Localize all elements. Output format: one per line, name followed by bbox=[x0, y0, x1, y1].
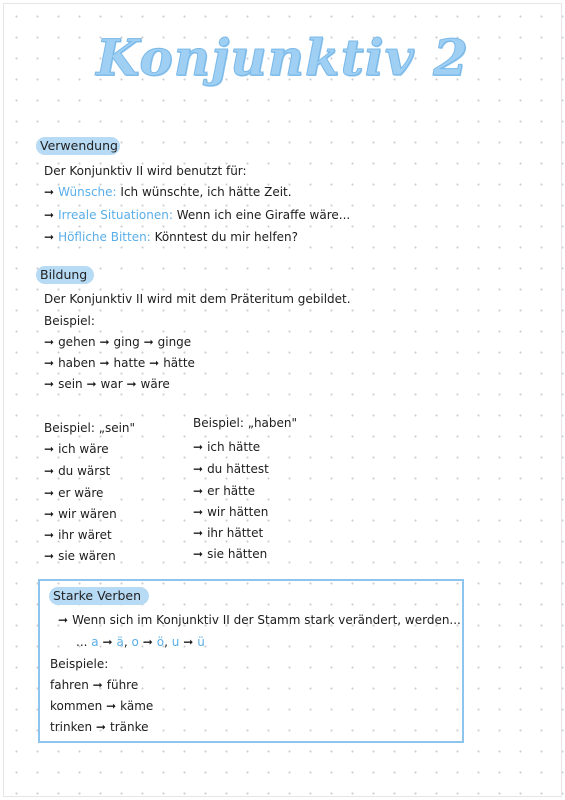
verb-infinitive: gehen bbox=[58, 335, 96, 349]
conjugated-form: sie hätten bbox=[207, 547, 268, 561]
arrow-icon: ➞ bbox=[193, 526, 204, 540]
vowel: a bbox=[91, 635, 99, 649]
arrow-icon: ➞ bbox=[193, 547, 204, 561]
verb-konjunktiv: hätte bbox=[163, 356, 195, 370]
conjugated-form: du wärst bbox=[58, 464, 111, 478]
arrow-icon: ➞ bbox=[95, 720, 106, 734]
haben-example-label: Beispiel: „haben" bbox=[193, 416, 298, 430]
arrow-icon: ➞ bbox=[149, 356, 160, 370]
sein-form bbox=[44, 548, 116, 564]
arrow-icon: ➞ bbox=[44, 528, 55, 542]
section-heading-bildung: Bildung bbox=[40, 267, 88, 282]
haben-form bbox=[193, 439, 260, 455]
separator: , bbox=[123, 635, 128, 649]
verwendung-example: Ich wünschte, ich hätte Zeit. bbox=[120, 185, 292, 199]
sein-form bbox=[44, 527, 112, 543]
arrow-icon: ➞ bbox=[44, 486, 55, 500]
arrow-icon: ➞ bbox=[44, 377, 55, 391]
verb-konjunktiv: tränke bbox=[109, 720, 149, 734]
arrow-icon: ➞ bbox=[143, 335, 154, 349]
arrow-icon: ➞ bbox=[106, 699, 117, 713]
starke-verben-intro-text: Wenn sich im Konjunktiv II der Stamm stark verändert, werden... bbox=[72, 613, 461, 627]
arrow-icon: ➞ bbox=[44, 230, 55, 244]
conjugated-form: du hättest bbox=[207, 462, 269, 476]
arrow-icon: ➞ bbox=[183, 635, 194, 649]
arrow-icon: ➞ bbox=[193, 484, 204, 498]
strong-verb-example bbox=[50, 677, 138, 693]
verb-infinitive: sein bbox=[58, 377, 83, 391]
verwendung-term: Irreale Situationen: bbox=[58, 208, 173, 222]
sein-form bbox=[44, 441, 109, 457]
strong-verb-example bbox=[50, 719, 149, 735]
umlaut-vowel: ü bbox=[197, 635, 205, 649]
arrow-icon: ➞ bbox=[92, 678, 103, 692]
umlaut-vowel: ä bbox=[116, 635, 124, 649]
verb-infinitive: kommen bbox=[50, 699, 103, 713]
arrow-icon: ➞ bbox=[99, 356, 110, 370]
verb-konjunktiv: führe bbox=[106, 678, 139, 692]
verwendung-item bbox=[44, 184, 292, 200]
arrow-icon: ➞ bbox=[44, 356, 55, 370]
starke-verben-intro bbox=[58, 612, 461, 628]
bildung-row bbox=[44, 355, 195, 371]
beispiele-label: Beispiele: bbox=[50, 657, 109, 671]
verb-praeteritum: war bbox=[100, 377, 123, 391]
verwendung-intro: Der Konjunktiv II wird benutzt für: bbox=[44, 164, 247, 178]
verb-infinitive: haben bbox=[58, 356, 96, 370]
page-title: Konjunktiv 2 bbox=[96, 28, 469, 87]
verb-praeteritum: ging bbox=[113, 335, 140, 349]
haben-form bbox=[193, 525, 263, 541]
separator: , bbox=[164, 635, 168, 649]
conjugated-form: ich wäre bbox=[58, 442, 109, 456]
vowel: o bbox=[131, 635, 139, 649]
section-heading-verwendung: Verwendung bbox=[40, 138, 118, 153]
conjugated-form: er hätte bbox=[207, 484, 255, 498]
verb-praeteritum: hatte bbox=[113, 356, 146, 370]
haben-form bbox=[193, 483, 255, 499]
bildung-intro: Der Konjunktiv II wird mit dem Präteritum gebildet. bbox=[44, 292, 351, 306]
verb-konjunktiv: käme bbox=[120, 699, 154, 713]
sein-form bbox=[44, 485, 103, 501]
verb-infinitive: trinken bbox=[50, 720, 93, 734]
arrow-icon: ➞ bbox=[44, 464, 55, 478]
arrow-icon: ➞ bbox=[44, 208, 55, 222]
arrow-icon: ➞ bbox=[44, 335, 55, 349]
verwendung-item bbox=[44, 207, 350, 223]
arrow-icon: ➞ bbox=[126, 377, 137, 391]
strong-verb-example bbox=[50, 698, 153, 714]
haben-form bbox=[193, 546, 267, 562]
arrow-icon: ➞ bbox=[102, 635, 113, 649]
conjugated-form: sie wären bbox=[58, 549, 116, 563]
haben-form bbox=[193, 504, 268, 520]
conjugated-form: er wäre bbox=[58, 486, 104, 500]
verb-konjunktiv: wäre bbox=[140, 377, 170, 391]
conjugated-form: wir wären bbox=[58, 507, 117, 521]
arrow-icon: ➞ bbox=[44, 442, 55, 456]
conjugated-form: ihr wäret bbox=[58, 528, 112, 542]
verb-konjunktiv: ginge bbox=[157, 335, 192, 349]
arrow-icon: ➞ bbox=[193, 505, 204, 519]
bildung-row bbox=[44, 334, 191, 350]
sein-example-label: Beispiel: „sein" bbox=[44, 421, 136, 435]
vowel: u bbox=[171, 635, 180, 649]
ellipsis: ... bbox=[76, 635, 88, 649]
arrow-icon: ➞ bbox=[99, 335, 110, 349]
sein-form bbox=[44, 506, 117, 522]
bildung-beispiel-label: Beispiel: bbox=[44, 314, 95, 328]
arrow-icon: ➞ bbox=[44, 507, 55, 521]
verwendung-example: Könntest du mir helfen? bbox=[154, 230, 298, 244]
section-heading-starke-verben: Starke Verben bbox=[53, 588, 142, 603]
conjugated-form: ich hätte bbox=[207, 440, 261, 454]
conjugated-form: ihr hättet bbox=[207, 526, 264, 540]
arrow-icon: ➞ bbox=[193, 462, 204, 476]
verwendung-term: Wünsche: bbox=[58, 185, 117, 199]
verwendung-term: Höfliche Bitten: bbox=[58, 230, 151, 244]
arrow-icon: ➞ bbox=[193, 440, 204, 454]
arrow-icon: ➞ bbox=[142, 635, 153, 649]
arrow-icon: ➞ bbox=[86, 377, 97, 391]
arrow-icon: ➞ bbox=[58, 613, 69, 627]
verwendung-example: Wenn ich eine Giraffe wäre... bbox=[176, 208, 351, 222]
conjugated-form: wir hätten bbox=[207, 505, 269, 519]
verb-infinitive: fahren bbox=[50, 678, 89, 692]
verwendung-item bbox=[44, 229, 298, 245]
arrow-icon: ➞ bbox=[44, 185, 55, 199]
sein-form bbox=[44, 463, 110, 479]
haben-form bbox=[193, 461, 269, 477]
arrow-icon: ➞ bbox=[44, 549, 55, 563]
bildung-row bbox=[44, 376, 170, 392]
umlaut-vowel: ö bbox=[156, 635, 165, 649]
vowel-changes bbox=[76, 634, 205, 650]
